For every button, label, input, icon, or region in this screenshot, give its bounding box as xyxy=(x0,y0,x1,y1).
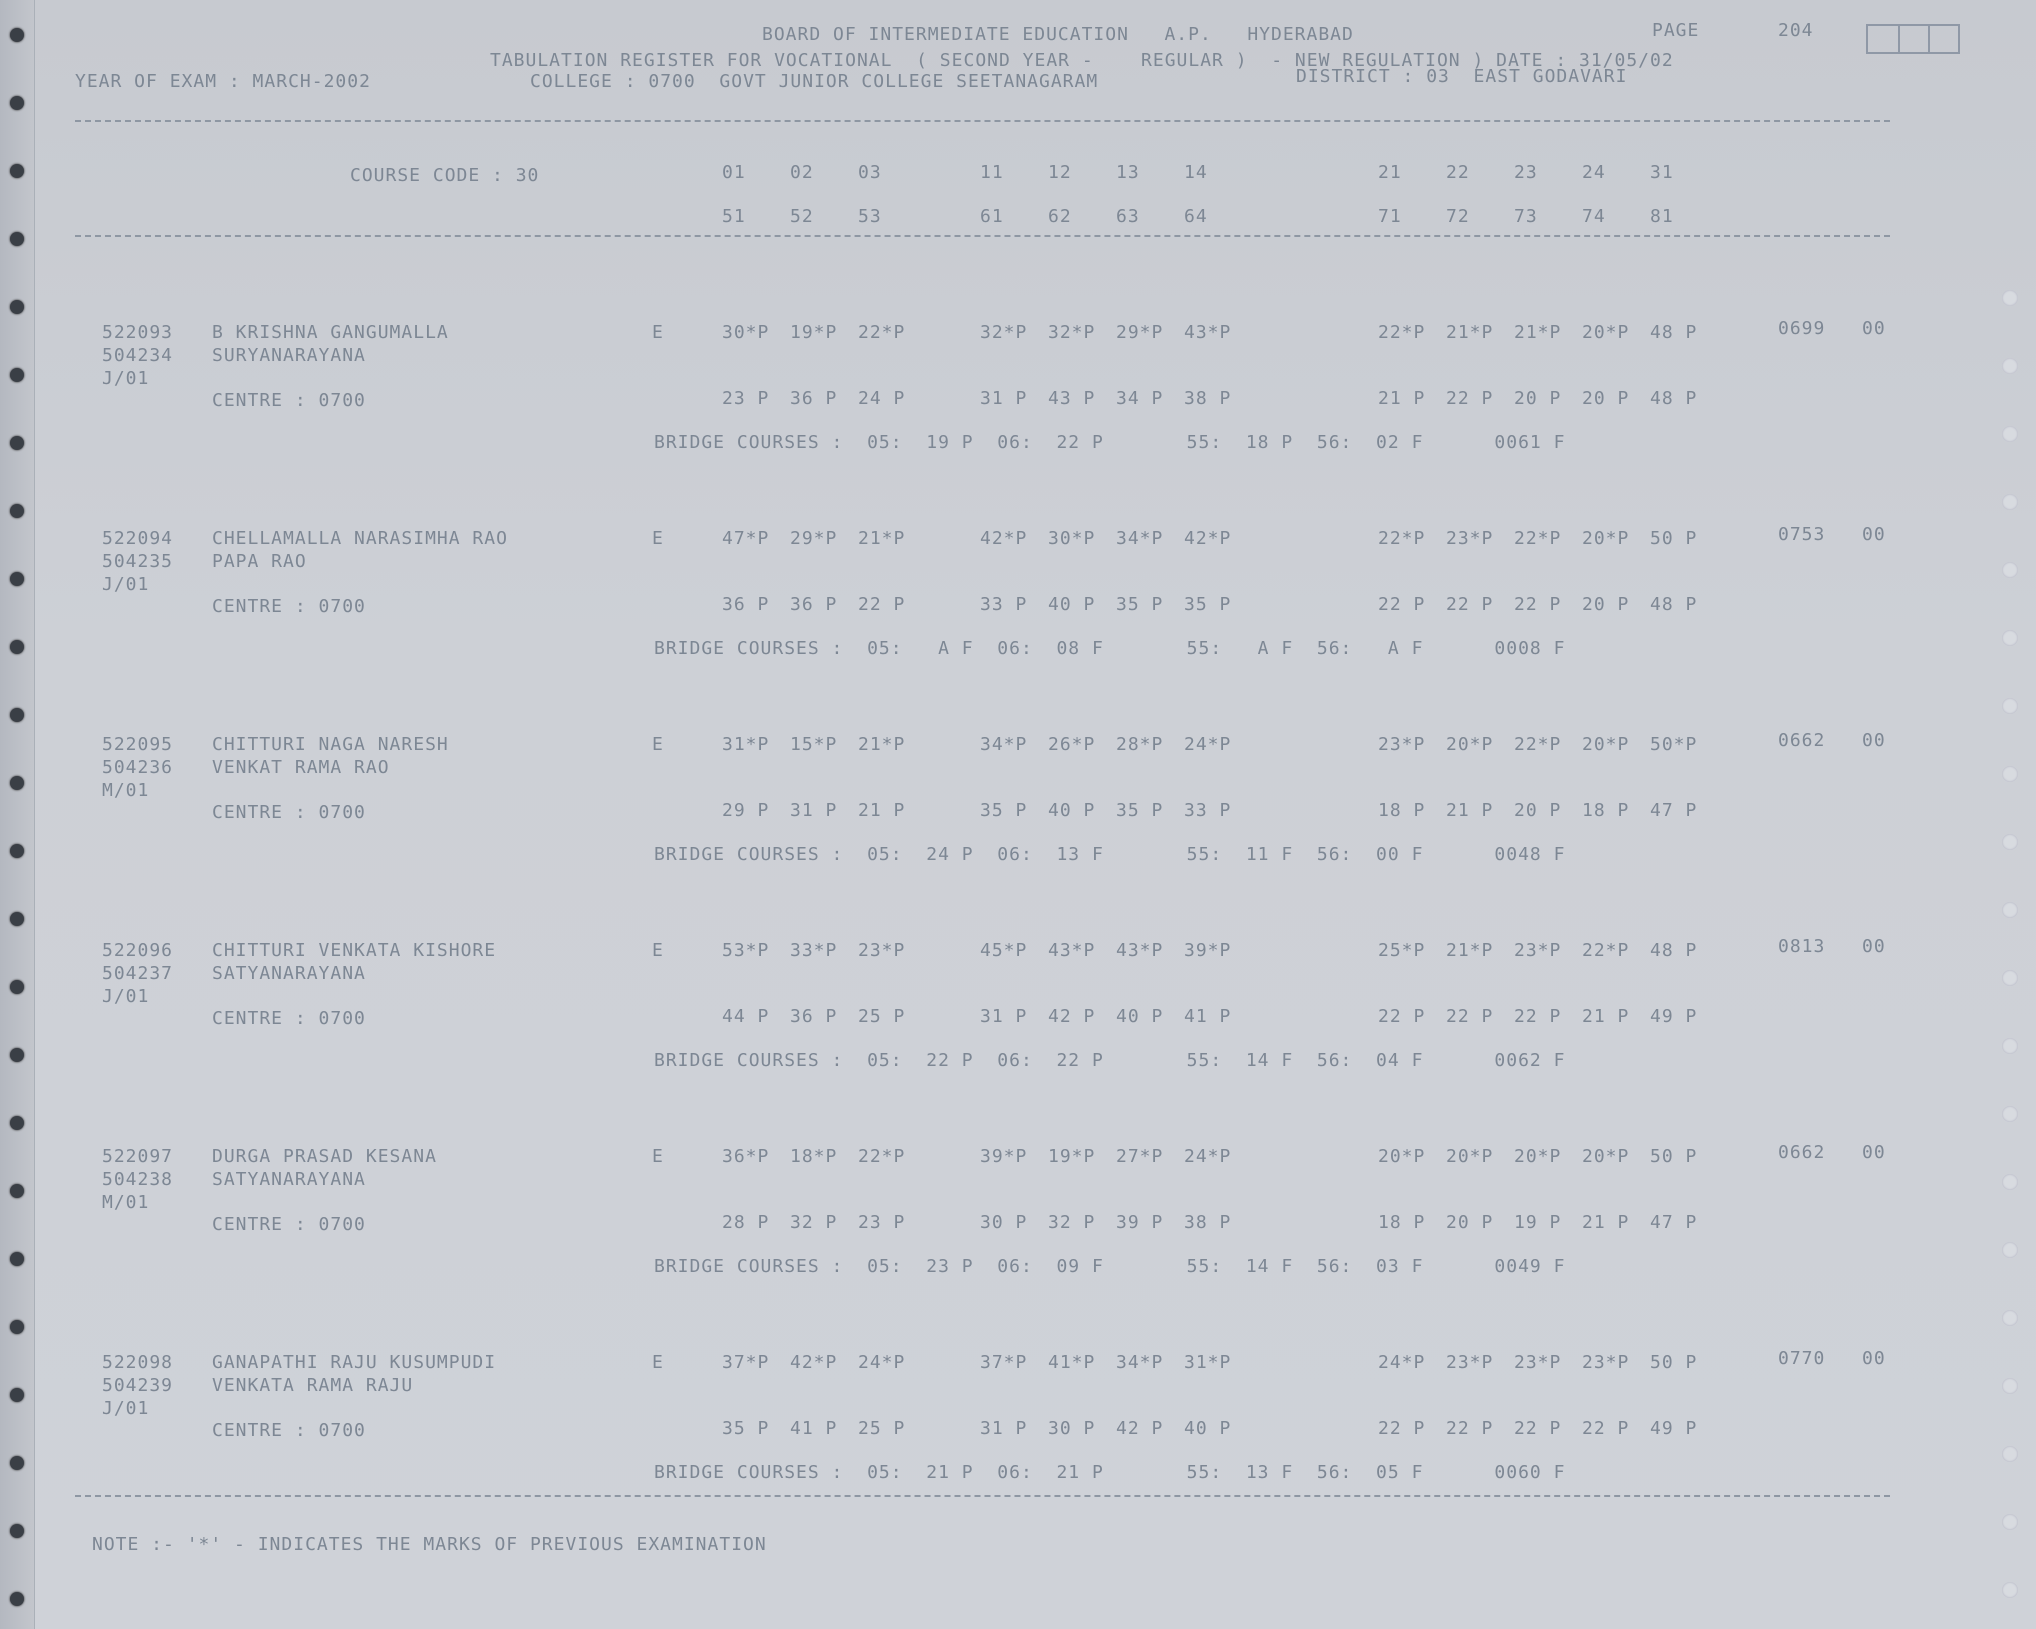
mark-cell: 23*P xyxy=(1514,940,1562,961)
mark-cell: 19 P xyxy=(1514,1212,1562,1233)
mark-cell: 29*P xyxy=(790,528,838,549)
feed-hole xyxy=(2002,834,2018,850)
mark-cell: 38 P xyxy=(1184,1212,1232,1233)
feed-hole xyxy=(10,368,24,382)
mark-cell: 26*P xyxy=(1048,734,1096,755)
feed-hole xyxy=(2002,902,2018,918)
centre-code: CENTRE : 0700 xyxy=(212,1420,366,1441)
course-code: 61 xyxy=(980,206,1004,227)
total-marks: 0662 xyxy=(1778,730,1826,751)
mark-cell: 21 P xyxy=(1378,388,1426,409)
mark-cell: 21*P xyxy=(1446,940,1494,961)
mark-cell: 43*P xyxy=(1048,940,1096,961)
mark-cell: 28 P xyxy=(722,1212,770,1233)
mark-cell: 30 P xyxy=(1048,1418,1096,1439)
mark-cell: 38 P xyxy=(1184,388,1232,409)
medium-code: E xyxy=(652,734,664,755)
medium-code: E xyxy=(652,528,664,549)
mark-cell: 22 P xyxy=(858,594,906,615)
feed-hole xyxy=(10,912,24,926)
mark-cell: 18 P xyxy=(1378,1212,1426,1233)
feed-hole xyxy=(2002,358,2018,374)
student-name: CHITTURI VENKATA KISHORE xyxy=(212,940,497,961)
feed-hole xyxy=(10,708,24,722)
mark-cell: 43 P xyxy=(1048,388,1096,409)
feed-hole xyxy=(10,844,24,858)
mark-cell: 34 P xyxy=(1116,388,1164,409)
mark-cell: 18*P xyxy=(790,1146,838,1167)
mark-cell: 22 P xyxy=(1378,594,1426,615)
result-code: 00 xyxy=(1862,1142,1886,1163)
mark-cell: 19*P xyxy=(790,322,838,343)
register-title: TABULATION REGISTER FOR VOCATIONAL ( SECOND YEAR - REGULAR ) - NEW REGULATION ) DATE : 31/05/02 xyxy=(490,50,1674,71)
feed-hole xyxy=(2002,630,2018,646)
mark-cell: 32*P xyxy=(980,322,1028,343)
mark-cell: 35 P xyxy=(1116,800,1164,821)
mark-cell: 40 P xyxy=(1184,1418,1232,1439)
course-code: 63 xyxy=(1116,206,1140,227)
mark-cell: 36*P xyxy=(722,1146,770,1167)
divider xyxy=(75,1495,1890,1497)
mark-cell: 39 P xyxy=(1116,1212,1164,1233)
father-name: PAPA RAO xyxy=(212,551,307,572)
mark-cell: 15*P xyxy=(790,734,838,755)
feed-hole xyxy=(2002,1582,2018,1598)
mark-cell: 36 P xyxy=(790,388,838,409)
mark-cell: 45*P xyxy=(980,940,1028,961)
mark-cell: 21*P xyxy=(858,734,906,755)
mark-cell: 20*P xyxy=(1514,1146,1562,1167)
feed-hole xyxy=(10,572,24,586)
mark-cell: 48 P xyxy=(1650,940,1698,961)
feed-hole xyxy=(10,1184,24,1198)
mark-cell: 50 P xyxy=(1650,1146,1698,1167)
father-name: VENKAT RAMA RAO xyxy=(212,757,390,778)
mark-cell: 41*P xyxy=(1048,1352,1096,1373)
mark-cell: 49 P xyxy=(1650,1006,1698,1027)
mark-cell: 31*P xyxy=(1184,1352,1232,1373)
bridge-courses: BRIDGE COURSES : 05: A F 06: 08 F 55: A F 56: A F 0008 F xyxy=(654,638,1566,659)
mark-cell: 25 P xyxy=(858,1418,906,1439)
feed-hole xyxy=(2002,1378,2018,1394)
mark-cell: 20*P xyxy=(1446,1146,1494,1167)
course-code: 62 xyxy=(1048,206,1072,227)
mark-cell: 33 P xyxy=(1184,800,1232,821)
mark-cell: 23*P xyxy=(1446,528,1494,549)
registration-number: 504234 xyxy=(102,345,174,366)
mark-cell: 21 P xyxy=(1582,1212,1630,1233)
mark-cell: 18 P xyxy=(1582,800,1630,821)
student-name: CHELLAMALLA NARASIMHA RAO xyxy=(212,528,508,549)
divider xyxy=(75,120,1890,122)
mark-cell: 48 P xyxy=(1650,594,1698,615)
page-stamp-box xyxy=(1866,24,1960,54)
total-marks: 0662 xyxy=(1778,1142,1826,1163)
mark-cell: 30 P xyxy=(980,1212,1028,1233)
result-code: 00 xyxy=(1862,1348,1886,1369)
course-code: 72 xyxy=(1446,206,1470,227)
mark-cell: 23*P xyxy=(1378,734,1426,755)
course-code: 22 xyxy=(1446,162,1470,183)
bridge-courses: BRIDGE COURSES : 05: 23 P 06: 09 F 55: 14 F 56: 03 F 0049 F xyxy=(654,1256,1566,1277)
mark-cell: 21*P xyxy=(1514,322,1562,343)
mark-cell: 48 P xyxy=(1650,322,1698,343)
mark-cell: 20*P xyxy=(1582,1146,1630,1167)
hall-ticket-number: 522096 xyxy=(102,940,174,961)
mark-cell: 22 P xyxy=(1446,594,1494,615)
college-line: COLLEGE : 0700 GOVT JUNIOR COLLEGE SEETANAGARAM xyxy=(530,71,1099,92)
hall-ticket-number: 522098 xyxy=(102,1352,174,1373)
mark-cell: 32 P xyxy=(1048,1212,1096,1233)
mark-cell: 21 P xyxy=(858,800,906,821)
mark-cell: 47 P xyxy=(1650,1212,1698,1233)
mark-cell: 21*P xyxy=(1446,322,1494,343)
mark-cell: 40 P xyxy=(1048,800,1096,821)
bridge-courses: BRIDGE COURSES : 05: 24 P 06: 13 F 55: 11 F 56: 00 F 0048 F xyxy=(654,844,1566,865)
feed-hole xyxy=(2002,1310,2018,1326)
mark-cell: 42 P xyxy=(1116,1418,1164,1439)
feed-hole xyxy=(10,980,24,994)
mark-cell: 34*P xyxy=(1116,1352,1164,1373)
mark-cell: 24 P xyxy=(858,388,906,409)
divider xyxy=(75,235,1890,237)
hall-ticket-number: 522095 xyxy=(102,734,174,755)
mark-cell: 47*P xyxy=(722,528,770,549)
course-code: 74 xyxy=(1582,206,1606,227)
mark-cell: 23*P xyxy=(1582,1352,1630,1373)
mark-cell: 20*P xyxy=(1582,528,1630,549)
feed-hole xyxy=(2002,494,2018,510)
mark-cell: 23*P xyxy=(1446,1352,1494,1373)
feed-hole xyxy=(10,1048,24,1062)
mark-cell: 28*P xyxy=(1116,734,1164,755)
mark-cell: 39*P xyxy=(1184,940,1232,961)
feed-hole xyxy=(2002,1446,2018,1462)
category-code: J/01 xyxy=(102,1398,150,1419)
mark-cell: 20*P xyxy=(1582,734,1630,755)
medium-code: E xyxy=(652,1352,664,1373)
mark-cell: 21*P xyxy=(858,528,906,549)
category-code: J/01 xyxy=(102,986,150,1007)
mark-cell: 25 P xyxy=(858,1006,906,1027)
bridge-courses: BRIDGE COURSES : 05: 22 P 06: 22 P 55: 14 F 56: 04 F 0062 F xyxy=(654,1050,1566,1071)
mark-cell: 22 P xyxy=(1446,1418,1494,1439)
course-code: 13 xyxy=(1116,162,1140,183)
total-marks: 0699 xyxy=(1778,318,1826,339)
mark-cell: 41 P xyxy=(790,1418,838,1439)
mark-cell: 53*P xyxy=(722,940,770,961)
medium-code: E xyxy=(652,1146,664,1167)
mark-cell: 47 P xyxy=(1650,800,1698,821)
mark-cell: 42*P xyxy=(790,1352,838,1373)
mark-cell: 36 P xyxy=(790,594,838,615)
centre-code: CENTRE : 0700 xyxy=(212,1008,366,1029)
mark-cell: 29 P xyxy=(722,800,770,821)
mark-cell: 22*P xyxy=(1378,322,1426,343)
feed-hole xyxy=(2002,426,2018,442)
category-code: J/01 xyxy=(102,368,150,389)
hall-ticket-number: 522093 xyxy=(102,322,174,343)
bridge-courses: BRIDGE COURSES : 05: 19 P 06: 22 P 55: 18 P 56: 02 F 0061 F xyxy=(654,432,1566,453)
mark-cell: 19*P xyxy=(1048,1146,1096,1167)
feed-hole xyxy=(10,28,24,42)
mark-cell: 50 P xyxy=(1650,1352,1698,1373)
mark-cell: 49 P xyxy=(1650,1418,1698,1439)
feed-hole xyxy=(2002,1514,2018,1530)
mark-cell: 22*P xyxy=(858,322,906,343)
mark-cell: 50 P xyxy=(1650,528,1698,549)
mark-cell: 34*P xyxy=(1116,528,1164,549)
feed-hole xyxy=(2002,562,2018,578)
mark-cell: 43*P xyxy=(1184,322,1232,343)
registration-number: 504238 xyxy=(102,1169,174,1190)
feed-hole xyxy=(10,164,24,178)
course-code: 51 xyxy=(722,206,746,227)
student-name: B KRISHNA GANGUMALLA xyxy=(212,322,449,343)
mark-cell: 23 P xyxy=(858,1212,906,1233)
mark-cell: 20 P xyxy=(1582,388,1630,409)
feed-hole xyxy=(10,640,24,654)
mark-cell: 23 P xyxy=(722,388,770,409)
mark-cell: 44 P xyxy=(722,1006,770,1027)
course-code: 11 xyxy=(980,162,1004,183)
feed-hole xyxy=(10,1320,24,1334)
feed-hole xyxy=(2002,1038,2018,1054)
mark-cell: 22 P xyxy=(1378,1418,1426,1439)
feed-hole xyxy=(10,300,24,314)
mark-cell: 22*P xyxy=(1514,734,1562,755)
course-code: 14 xyxy=(1184,162,1208,183)
bridge-courses: BRIDGE COURSES : 05: 21 P 06: 21 P 55: 13 F 56: 05 F 0060 F xyxy=(654,1462,1566,1483)
feed-hole xyxy=(10,504,24,518)
mark-cell: 31 P xyxy=(790,800,838,821)
district-line: DISTRICT : 03 EAST GODAVARI xyxy=(1296,66,1628,87)
result-code: 00 xyxy=(1862,936,1886,957)
board-title: BOARD OF INTERMEDIATE EDUCATION A.P. HYDERABAD xyxy=(762,24,1354,45)
mark-cell: 22 P xyxy=(1378,1006,1426,1027)
course-code: 01 xyxy=(722,162,746,183)
mark-cell: 20 P xyxy=(1582,594,1630,615)
total-marks: 0753 xyxy=(1778,524,1826,545)
mark-cell: 35 P xyxy=(980,800,1028,821)
category-code: M/01 xyxy=(102,780,150,801)
feed-hole xyxy=(10,1456,24,1470)
mark-cell: 40 P xyxy=(1048,594,1096,615)
mark-cell: 22 P xyxy=(1446,1006,1494,1027)
mark-cell: 24*P xyxy=(858,1352,906,1373)
result-code: 00 xyxy=(1862,524,1886,545)
mark-cell: 36 P xyxy=(722,594,770,615)
mark-cell: 42 P xyxy=(1048,1006,1096,1027)
mark-cell: 22 P xyxy=(1514,1006,1562,1027)
mark-cell: 43*P xyxy=(1116,940,1164,961)
mark-cell: 42*P xyxy=(1184,528,1232,549)
registration-number: 504239 xyxy=(102,1375,174,1396)
feed-hole xyxy=(2002,1242,2018,1258)
mark-cell: 21 P xyxy=(1446,800,1494,821)
mark-cell: 22*P xyxy=(1514,528,1562,549)
mark-cell: 20 P xyxy=(1514,388,1562,409)
mark-cell: 33*P xyxy=(790,940,838,961)
course-code: 31 xyxy=(1650,162,1674,183)
mark-cell: 35 P xyxy=(1116,594,1164,615)
mark-cell: 22*P xyxy=(858,1146,906,1167)
mark-cell: 31 P xyxy=(980,1418,1028,1439)
course-code: 03 xyxy=(858,162,882,183)
centre-code: CENTRE : 0700 xyxy=(212,1214,366,1235)
mark-cell: 23*P xyxy=(858,940,906,961)
mark-cell: 22 P xyxy=(1514,594,1562,615)
feed-hole xyxy=(2002,1174,2018,1190)
feed-hole xyxy=(10,232,24,246)
feed-hole xyxy=(2002,698,2018,714)
mark-cell: 22*P xyxy=(1582,940,1630,961)
centre-code: CENTRE : 0700 xyxy=(212,596,366,617)
mark-cell: 31 P xyxy=(980,388,1028,409)
course-code: 52 xyxy=(790,206,814,227)
mark-cell: 35 P xyxy=(722,1418,770,1439)
student-name: DURGA PRASAD KESANA xyxy=(212,1146,437,1167)
feed-hole xyxy=(10,1524,24,1538)
category-code: J/01 xyxy=(102,574,150,595)
year-of-exam: YEAR OF EXAM : MARCH-2002 xyxy=(75,71,371,92)
mark-cell: 31 P xyxy=(980,1006,1028,1027)
course-code: 12 xyxy=(1048,162,1072,183)
father-name: SATYANARAYANA xyxy=(212,1169,366,1190)
course-code: 64 xyxy=(1184,206,1208,227)
course-code: 81 xyxy=(1650,206,1674,227)
page-number: 204 xyxy=(1778,20,1814,41)
mark-cell: 22 P xyxy=(1514,1418,1562,1439)
mark-cell: 31*P xyxy=(722,734,770,755)
course-code: 53 xyxy=(858,206,882,227)
total-marks: 0770 xyxy=(1778,1348,1826,1369)
registration-number: 504235 xyxy=(102,551,174,572)
mark-cell: 24*P xyxy=(1378,1352,1426,1373)
medium-code: E xyxy=(652,940,664,961)
mark-cell: 22 P xyxy=(1446,388,1494,409)
centre-code: CENTRE : 0700 xyxy=(212,390,366,411)
mark-cell: 25*P xyxy=(1378,940,1426,961)
mark-cell: 20 P xyxy=(1514,800,1562,821)
feed-hole xyxy=(2002,970,2018,986)
father-name: SURYANARAYANA xyxy=(212,345,366,366)
mark-cell: 20*P xyxy=(1378,1146,1426,1167)
mark-cell: 37*P xyxy=(980,1352,1028,1373)
course-code: 24 xyxy=(1582,162,1606,183)
feed-hole xyxy=(2002,766,2018,782)
mark-cell: 23*P xyxy=(1514,1352,1562,1373)
course-code: 71 xyxy=(1378,206,1402,227)
category-code: M/01 xyxy=(102,1192,150,1213)
mark-cell: 21 P xyxy=(1582,1006,1630,1027)
mark-cell: 36 P xyxy=(790,1006,838,1027)
centre-code: CENTRE : 0700 xyxy=(212,802,366,823)
mark-cell: 40 P xyxy=(1116,1006,1164,1027)
feed-hole xyxy=(10,96,24,110)
mark-cell: 22 P xyxy=(1582,1418,1630,1439)
result-code: 00 xyxy=(1862,730,1886,751)
mark-cell: 20*P xyxy=(1446,734,1494,755)
course-code: 02 xyxy=(790,162,814,183)
total-marks: 0813 xyxy=(1778,936,1826,957)
feed-hole xyxy=(10,436,24,450)
page-label: PAGE xyxy=(1652,20,1700,41)
mark-cell: 50*P xyxy=(1650,734,1698,755)
mark-cell: 42*P xyxy=(980,528,1028,549)
student-name: GANAPATHI RAJU KUSUMPUDI xyxy=(212,1352,497,1373)
medium-code: E xyxy=(652,322,664,343)
mark-cell: 32 P xyxy=(790,1212,838,1233)
father-name: VENKATA RAMA RAJU xyxy=(212,1375,414,1396)
mark-cell: 20*P xyxy=(1582,322,1630,343)
mark-cell: 30*P xyxy=(1048,528,1096,549)
hall-ticket-number: 522094 xyxy=(102,528,174,549)
feed-hole xyxy=(10,1252,24,1266)
registration-number: 504236 xyxy=(102,757,174,778)
mark-cell: 27*P xyxy=(1116,1146,1164,1167)
feed-hole xyxy=(2002,290,2018,306)
father-name: SATYANARAYANA xyxy=(212,963,366,984)
feed-hole xyxy=(2002,1106,2018,1122)
course-code: 73 xyxy=(1514,206,1538,227)
mark-cell: 32*P xyxy=(1048,322,1096,343)
mark-cell: 35 P xyxy=(1184,594,1232,615)
feed-hole xyxy=(10,1116,24,1130)
result-code: 00 xyxy=(1862,318,1886,339)
feed-hole xyxy=(10,776,24,790)
mark-cell: 41 P xyxy=(1184,1006,1232,1027)
registration-number: 504237 xyxy=(102,963,174,984)
mark-cell: 33 P xyxy=(980,594,1028,615)
hall-ticket-number: 522097 xyxy=(102,1146,174,1167)
feed-hole xyxy=(10,1592,24,1606)
mark-cell: 39*P xyxy=(980,1146,1028,1167)
course-code: 23 xyxy=(1514,162,1538,183)
mark-cell: 24*P xyxy=(1184,1146,1232,1167)
course-code-label: COURSE CODE : 30 xyxy=(350,165,540,186)
mark-cell: 30*P xyxy=(722,322,770,343)
mark-cell: 18 P xyxy=(1378,800,1426,821)
mark-cell: 34*P xyxy=(980,734,1028,755)
mark-cell: 20 P xyxy=(1446,1212,1494,1233)
feed-hole xyxy=(10,1388,24,1402)
mark-cell: 29*P xyxy=(1116,322,1164,343)
student-name: CHITTURI NAGA NARESH xyxy=(212,734,449,755)
mark-cell: 48 P xyxy=(1650,388,1698,409)
mark-cell: 37*P xyxy=(722,1352,770,1373)
course-code: 21 xyxy=(1378,162,1402,183)
mark-cell: 22*P xyxy=(1378,528,1426,549)
mark-cell: 24*P xyxy=(1184,734,1232,755)
footer-note: NOTE :- '*' - INDICATES THE MARKS OF PREVIOUS EXAMINATION xyxy=(92,1534,767,1555)
